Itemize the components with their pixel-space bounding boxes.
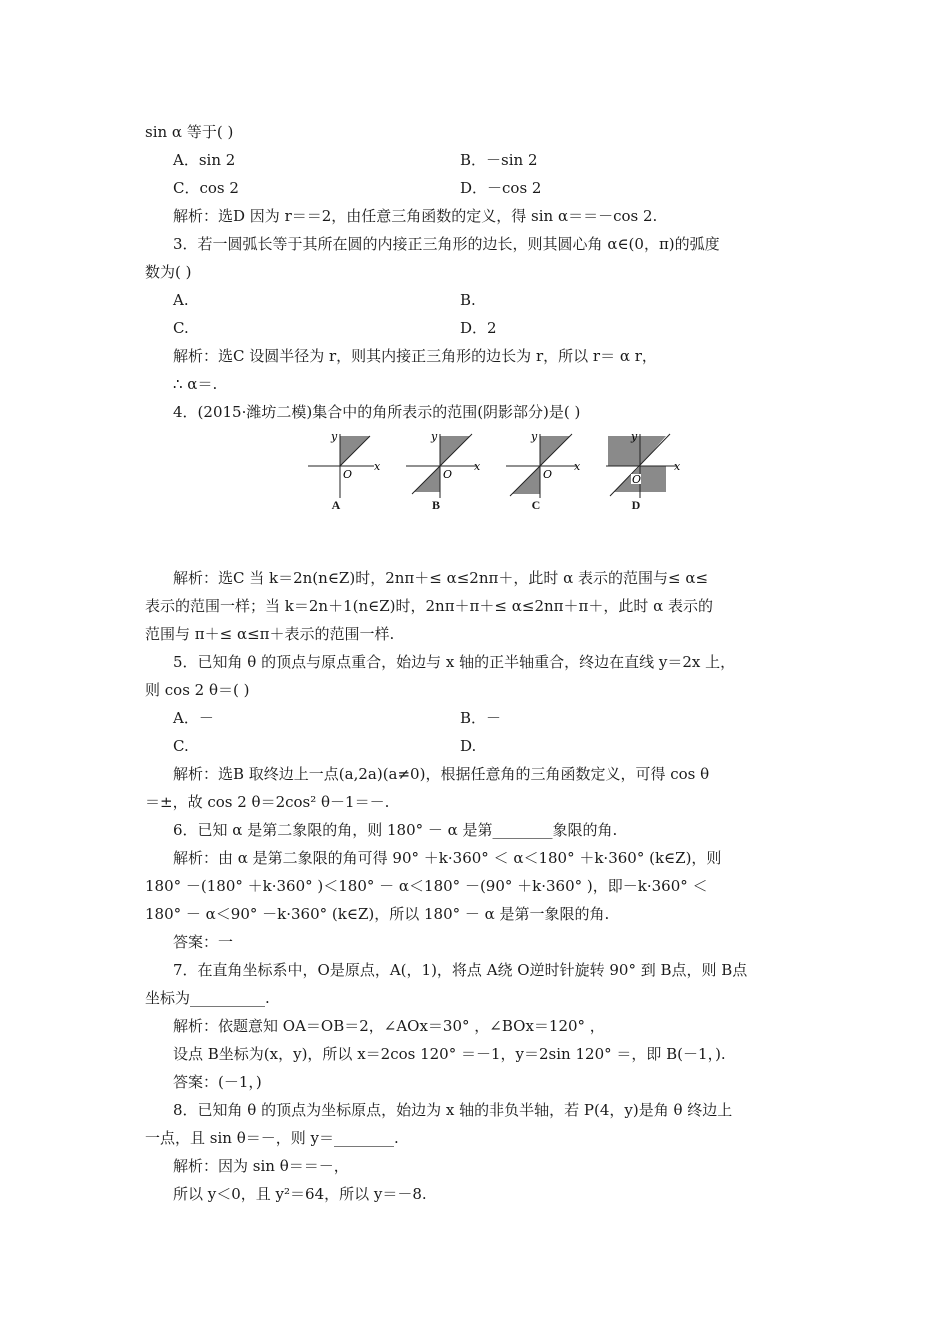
option-d: D．－cos 2 <box>460 179 542 197</box>
question-8-cont: 一点，且 sin θ＝－，则 y＝________. <box>145 1129 399 1147</box>
figure-label: D <box>631 498 641 512</box>
option-a: A. <box>173 291 189 309</box>
question-5: 5．已知角 θ 的顶点与原点重合，始边与 x 轴的正半轴重合，终边在直线 y＝2x 上， <box>173 653 736 671</box>
origin-label: O <box>443 468 453 481</box>
axis-x-label: x <box>474 460 481 473</box>
axis-y-label: y <box>631 430 638 443</box>
question-8: 8．已知角 θ 的顶点为坐标原点，始边为 x 轴的非负半轴，若 P(4，y)是角 θ 终边上 <box>173 1101 733 1119</box>
question-3-cont: 数为( ) <box>145 263 192 281</box>
option-c: C. <box>173 319 189 337</box>
option-c: C．cos 2 <box>173 179 239 197</box>
solution-text: 解析：选C 当 k＝2n(n∈Z)时，2nπ＋≤ α≤2nπ＋，此时 α 表示的范围与≤ α≤ <box>173 569 709 587</box>
figure-label: B <box>431 498 440 512</box>
figure-label: C <box>531 498 541 512</box>
solution-text: 范围与 π＋≤ α≤π＋表示的范围一样. <box>145 625 395 643</box>
figure-c <box>500 428 586 518</box>
answer-text: 答案：一 <box>173 933 234 951</box>
solution-text: 解析：因为 sin θ＝＝－， <box>173 1157 349 1175</box>
axis-y-label: y <box>331 430 338 443</box>
figure-label: A <box>331 498 341 512</box>
option-b: B．－ <box>460 709 502 727</box>
origin-label: O <box>543 468 553 481</box>
solution-text: ∴ α＝. <box>173 375 218 393</box>
figure-b <box>400 428 486 518</box>
solution-text: ＝±，故 cos 2 θ＝2cos² θ－1＝－. <box>145 793 390 811</box>
origin-label: O <box>343 468 353 481</box>
question-stem: sin α 等于( ) <box>145 123 234 141</box>
figure-d <box>600 428 686 518</box>
option-a: A．sin 2 <box>173 151 236 169</box>
solution-text: 设点 B坐标为(x，y)，所以 x＝2cos 120° ＝－1，y＝2sin 120° ＝，即 B(－1，). <box>173 1045 726 1063</box>
solution-text: 解析：选B 取终边上一点(a,2a)(a≠0)，根据任意角的三角函数定义，可得 cos θ <box>173 765 710 783</box>
axis-y-label: y <box>431 430 438 443</box>
solution-text: 解析：选C 设圆半径为 r，则其内接正三角形的边长为 r，所以 r＝ α r， <box>173 347 657 365</box>
question-6: 6．已知 α 是第二象限的角，则 180° － α 是第________象限的角. <box>173 821 618 839</box>
axis-x-label: x <box>374 460 381 473</box>
option-figures <box>300 428 680 518</box>
question-7: 7．在直角坐标系中，O是原点，A(，1)，将点 A绕 O逆时针旋转 90° 到 B点，则 B点 <box>173 961 748 979</box>
option-d: D．2 <box>460 319 497 337</box>
figure-a <box>300 428 386 518</box>
solution-text: 解析：由 α 是第二象限的角可得 90° ＋k·360° ＜ α＜180° ＋k·360° (k∈Z)，则 <box>173 849 722 867</box>
axis-x-label: x <box>674 460 681 473</box>
question-3: 3．若一圆弧长等于其所在圆的内接正三角形的边长，则其圆心角 α∈(0，π)的弧度 <box>173 235 720 253</box>
axis-x-label: x <box>574 460 581 473</box>
axis-y-label: y <box>531 430 538 443</box>
solution-text: 所以 y＜0，且 y²＝64，所以 y＝－8. <box>173 1185 427 1203</box>
solution-text: 解析：依题意知 OA＝OB＝2，∠AOx＝30° ，∠BOx＝120° ， <box>173 1017 605 1035</box>
answer-text: 答案：(－1，) <box>173 1073 262 1091</box>
question-7-cont: 坐标为__________. <box>145 989 270 1007</box>
solution-text: 180° － α＜90° －k·360° (k∈Z)，所以 180° － α 是第一象限的角. <box>145 905 610 923</box>
option-b: B. <box>460 291 476 309</box>
solution-text: 表示的范围一样；当 k＝2n＋1(n∈Z)时，2nπ＋π＋≤ α≤2nπ＋π＋，此时 α 表示的 <box>145 597 714 615</box>
option-b: B．－sin 2 <box>460 151 538 169</box>
option-c: C. <box>173 737 189 755</box>
origin-label: O <box>632 473 642 486</box>
solution-text: 180° －(180° ＋k·360° )＜180° － α＜180° －(90° ＋k·360° )，即－k·360° ＜ <box>145 877 708 895</box>
option-d: D. <box>460 737 477 755</box>
question-5-cont: 则 cos 2 θ＝( ) <box>145 681 250 699</box>
solution-text: 解析：选D 因为 r＝＝2，由任意三角函数的定义，得 sin α＝＝－cos 2. <box>173 207 658 225</box>
question-4: 4．(2015·潍坊二模)集合中的角所表示的范围(阴影部分)是( ) <box>173 403 581 421</box>
option-a: A．－ <box>173 709 214 727</box>
